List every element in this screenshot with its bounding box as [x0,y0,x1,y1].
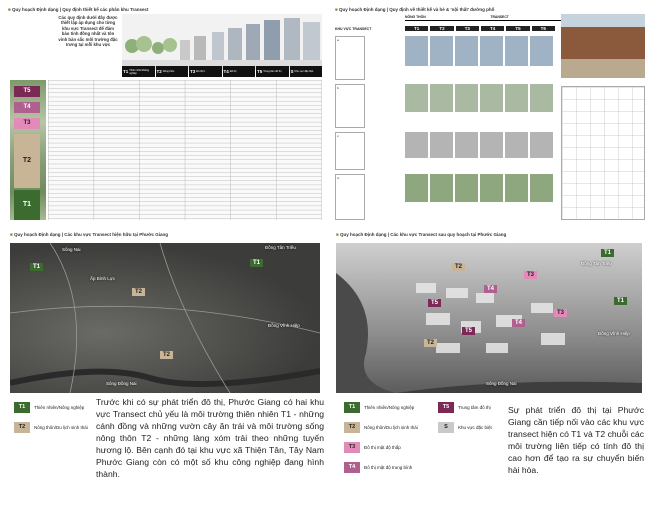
legend-planned-col2 [438,400,492,434]
label-dong-vinh-hiep: Đồng Vĩnh Hiệp [598,331,630,336]
legend-item [14,420,88,434]
paragraph-existing: Trước khi có sự phát triển đô thị, Phước Giang có hai khu vực Transect chủ yếu là môi trường thiên nhiên T1 - những cánh đồng và những vườn cây ăn trái và môi trường sống nông thôn T2 - những làng xóm trải theo những tuyến hương lộ. Bên cạnh đó tại khu vực xã Thiện Tân, Tây Nam Phước Giang còn có một số khu công nghiệp đang hình thành. [96,397,324,479]
legend-item [438,420,492,434]
panel-transect-codes [0,0,325,225]
legend-item [344,460,418,474]
col-header-t2: T2 [430,26,453,31]
map-tag-t4: T4 [484,285,497,293]
street-row-a [335,36,555,80]
zone-header-t2: T2 Nông thôn [156,66,189,77]
legend-swatch-t2: T2 [344,422,360,433]
legend-swatch-t4: T4 [344,462,360,473]
side-tag-t4: T4 [14,102,40,113]
legend-label: Đô thị mật độ thấp [364,444,401,450]
zone-header-t1: T1 Thiên nhiên/Nông nghiệp [122,66,155,77]
row-marker: a. [335,36,365,80]
col-header-t4: T4 [481,26,504,31]
legend-swatch-t1: T1 [344,402,360,413]
legend-swatch-t5: T5 [438,402,454,413]
legend-item [344,400,418,414]
side-tag-t2: T2 [14,134,40,188]
label-dong-nai: Sông Nai [62,247,81,252]
street-row-d [335,174,555,220]
zone-header-s: S Khu vực đặc biệt [290,66,323,77]
transect-scale: NÔNG THÔN TRANSECT [405,15,585,21]
zone-header-row [122,66,322,77]
label-dong-tan-trieu: Đồng Tân Triều [581,261,612,266]
planned-transect-map [336,243,642,393]
legend-swatch-t2: T2 [14,422,30,433]
label-song-dong-nai: Sông Đồng Nai [106,381,137,386]
legend-label: Thiên nhiên/Nông nghiệp [34,404,85,410]
row-marker: b. [335,84,365,128]
legend-swatch-s: S [438,422,454,433]
map-tag-t2: T2 [160,351,173,359]
legend-label: Khu vực đặc biệt [458,424,492,430]
col-header-t1: T1 [405,26,428,31]
street-row-c [335,132,555,170]
col-header-t6: T6 [532,26,555,31]
legend-label: Thiên nhiên/Nông nghiệp [364,404,415,410]
panel-street-design [325,0,650,225]
transect-illustration [122,14,322,70]
label-song-dong-nai: Sông Đồng Nai [486,381,517,386]
legend-existing [14,400,88,434]
map-tag-t3: T3 [524,271,537,279]
legend-swatch-t1: T1 [14,402,30,413]
section-title-existing: ■ Quy hoạch Định dạng | Các khu vực Transect hiện hữu tại Phước Giang [10,232,168,237]
legend-item [344,420,418,434]
map-tag-t2: T2 [424,339,437,347]
street-row-b [335,84,555,128]
existing-map-roads [10,243,320,393]
map-tag-t5: T5 [462,327,475,335]
row-thumbs [405,36,555,66]
transect-col-headers [405,26,555,31]
legend-label: Nông thôn/Du lịch sinh thái [364,424,418,430]
transect-row-label: KHU VỰC TRANSECT [335,27,372,31]
zone-header-t3: T3 Đô thị ít [189,66,222,77]
row-thumbs [405,132,555,158]
intro-text: Các quy định dưới đây được thiết lập áp dụng cho từng khu vực Transect để đảm bảo tính đồng nhất và tôn vinh bản sắc môi trường đặc trưng tại mỗi khu vực [58,15,118,48]
legend-item [344,440,418,454]
label-dong-tan-trieu: Đồng Tân Triều [265,245,296,250]
legend-item [438,400,492,414]
zone-header-t4: T4 Đô thị [223,66,256,77]
row-thumbs [405,84,555,112]
legend-item [14,400,88,414]
col-header-t3: T3 [456,26,479,31]
legend-label: Nông thôn/Du lịch sinh thái [34,424,88,430]
zone-header-t5: T5 Trung tâm đô thị [256,66,289,77]
map-tag-t3: T3 [554,309,567,317]
legend-planned-col1 [344,400,418,474]
code-table [48,80,322,220]
street-furniture-matrix [561,86,645,220]
legend-label: Trung tâm đô thị [458,404,491,410]
map-tag-t4: T4 [512,319,525,327]
side-tag-t5: T5 [14,86,40,97]
side-tag-t3: T3 [14,118,40,129]
map-tag-t1: T1 [250,259,263,267]
row-marker: c. [335,132,365,170]
side-tag-t1: T1 [14,190,40,220]
map-tag-t2: T2 [132,288,145,296]
map-tag-t1: T1 [614,297,627,305]
section-title: ■ Quy hoạch Định dạng | Quy định thiết kế các phân khu Transect [8,7,149,12]
paragraph-planned: Sự phát triển đô thị tại Phước Giang cần tiếp nối vào các khu vực transect hiện có T1 và T2 chuỗi các môi trường liên tiếp có tính đô thị cao hơn để tạo ra sự chuyển biến hài hòa. [508,405,644,475]
label-dong-vinh-hiep: Đồng Vĩnh Hiệp [268,323,300,328]
street-photo [561,14,645,78]
col-header-t5: T5 [506,26,529,31]
map-tag-t5: T5 [428,299,441,307]
row-thumbs [405,174,555,202]
row-marker: d. [335,174,365,220]
section-title: ■ Quy hoạch Định dạng | Quy định về thiết kế và hè & 'nội thất' đường phố [335,7,495,12]
legend-label: Đô thị mật độ trung bình [364,464,413,470]
map-tag-t1: T1 [601,249,614,257]
map-tag-t2: T2 [452,263,465,271]
label-an-binh: Ấp Bình Lực [90,276,116,281]
transect-skyline-illustration [122,14,322,70]
legend-swatch-t3: T3 [344,442,360,453]
section-title-planned: ■ Quy hoạch Định dạng | Các khu vực Transect sau quy hoạch tại Phước Giang [336,232,507,237]
map-tag-t1: T1 [30,263,43,271]
existing-transect-map [10,243,320,393]
